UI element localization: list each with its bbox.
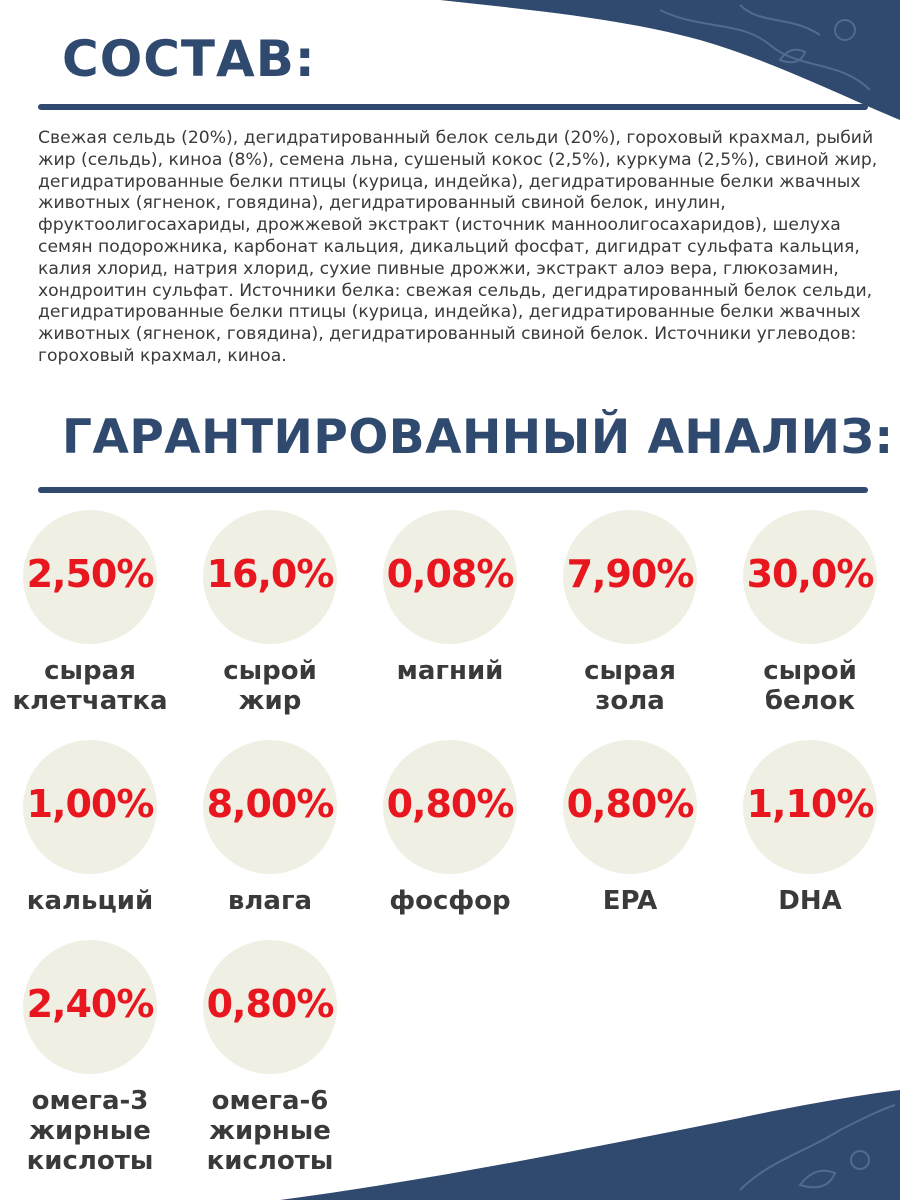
analysis-divider	[38, 487, 868, 493]
analysis-label: DHA	[778, 886, 842, 916]
analysis-value: 0,80%	[386, 782, 514, 826]
analysis-value: 7,90%	[566, 552, 694, 596]
analysis-label: омега-3 жирные кислоты	[26, 1086, 154, 1176]
analysis-title: ГАРАНТИРОВАННЫЙ АНАЛИЗ:	[62, 410, 894, 465]
analysis-value: 0,08%	[386, 552, 514, 596]
analysis-label: сырая клетчатка	[12, 656, 168, 716]
analysis-value: 1,10%	[746, 782, 874, 826]
analysis-label: влага	[227, 886, 313, 916]
decorative-corner-bottom	[280, 1090, 900, 1200]
analysis-value: 1,00%	[26, 782, 154, 826]
analysis-label: омега-6 жирные кислоты	[206, 1086, 334, 1176]
composition-divider	[38, 104, 868, 110]
analysis-label: EPA	[602, 886, 658, 916]
analysis-label: сырая зола	[584, 656, 676, 716]
analysis-value: 0,80%	[566, 782, 694, 826]
analysis-value: 2,50%	[26, 552, 154, 596]
analysis-value: 16,0%	[206, 552, 334, 596]
analysis-value: 0,80%	[206, 982, 334, 1026]
analysis-value: 2,40%	[26, 982, 154, 1026]
analysis-label: магний	[396, 656, 504, 686]
analysis-label: кальций	[26, 886, 154, 916]
analysis-value: 8,00%	[206, 782, 334, 826]
analysis-label: фосфор	[389, 886, 511, 916]
composition-text: Свежая сельдь (20%), дегидратированный белок сельди (20%), гороховый крахмал, рыбий жир (сельдь), киноа (8%), семена льна, сушеный кокос (2,5%), куркума (2,5%), свиной жир, дегидратированные белки птицы (курица, индейка), дегидратированные белки жвачных животных (ягненок, говядина), дегидратированный свиной белок, инулин, фруктоолигосахариды, дрожжевой экстракт (источник маннoолигосахаридов), шелуха семян подорожника, карбонат кальция, дикальций фосфат, дигидрат сульфата кальция, калия хлорид, натрия хлорид, сухие пивные дрожжи, экстракт алоэ вера, глюкозамин, хондроитин сульфат. Источники белка: свежая сельдь, дегидратированный белок сельди, дегидратированные белки птицы (курица, индейка), дегидратированные белки жвачных животных (ягненок, говядина), дегидратированный свиной белок. Источники углеводов: гороховый крахмал, киноа.	[38, 128, 878, 366]
decorative-corner-top	[440, 0, 900, 120]
analysis-value: 30,0%	[746, 552, 874, 596]
composition-title: СОСТАВ:	[62, 30, 316, 88]
analysis-label: сырой белок	[763, 656, 857, 716]
analysis-label: сырой жир	[223, 656, 317, 716]
